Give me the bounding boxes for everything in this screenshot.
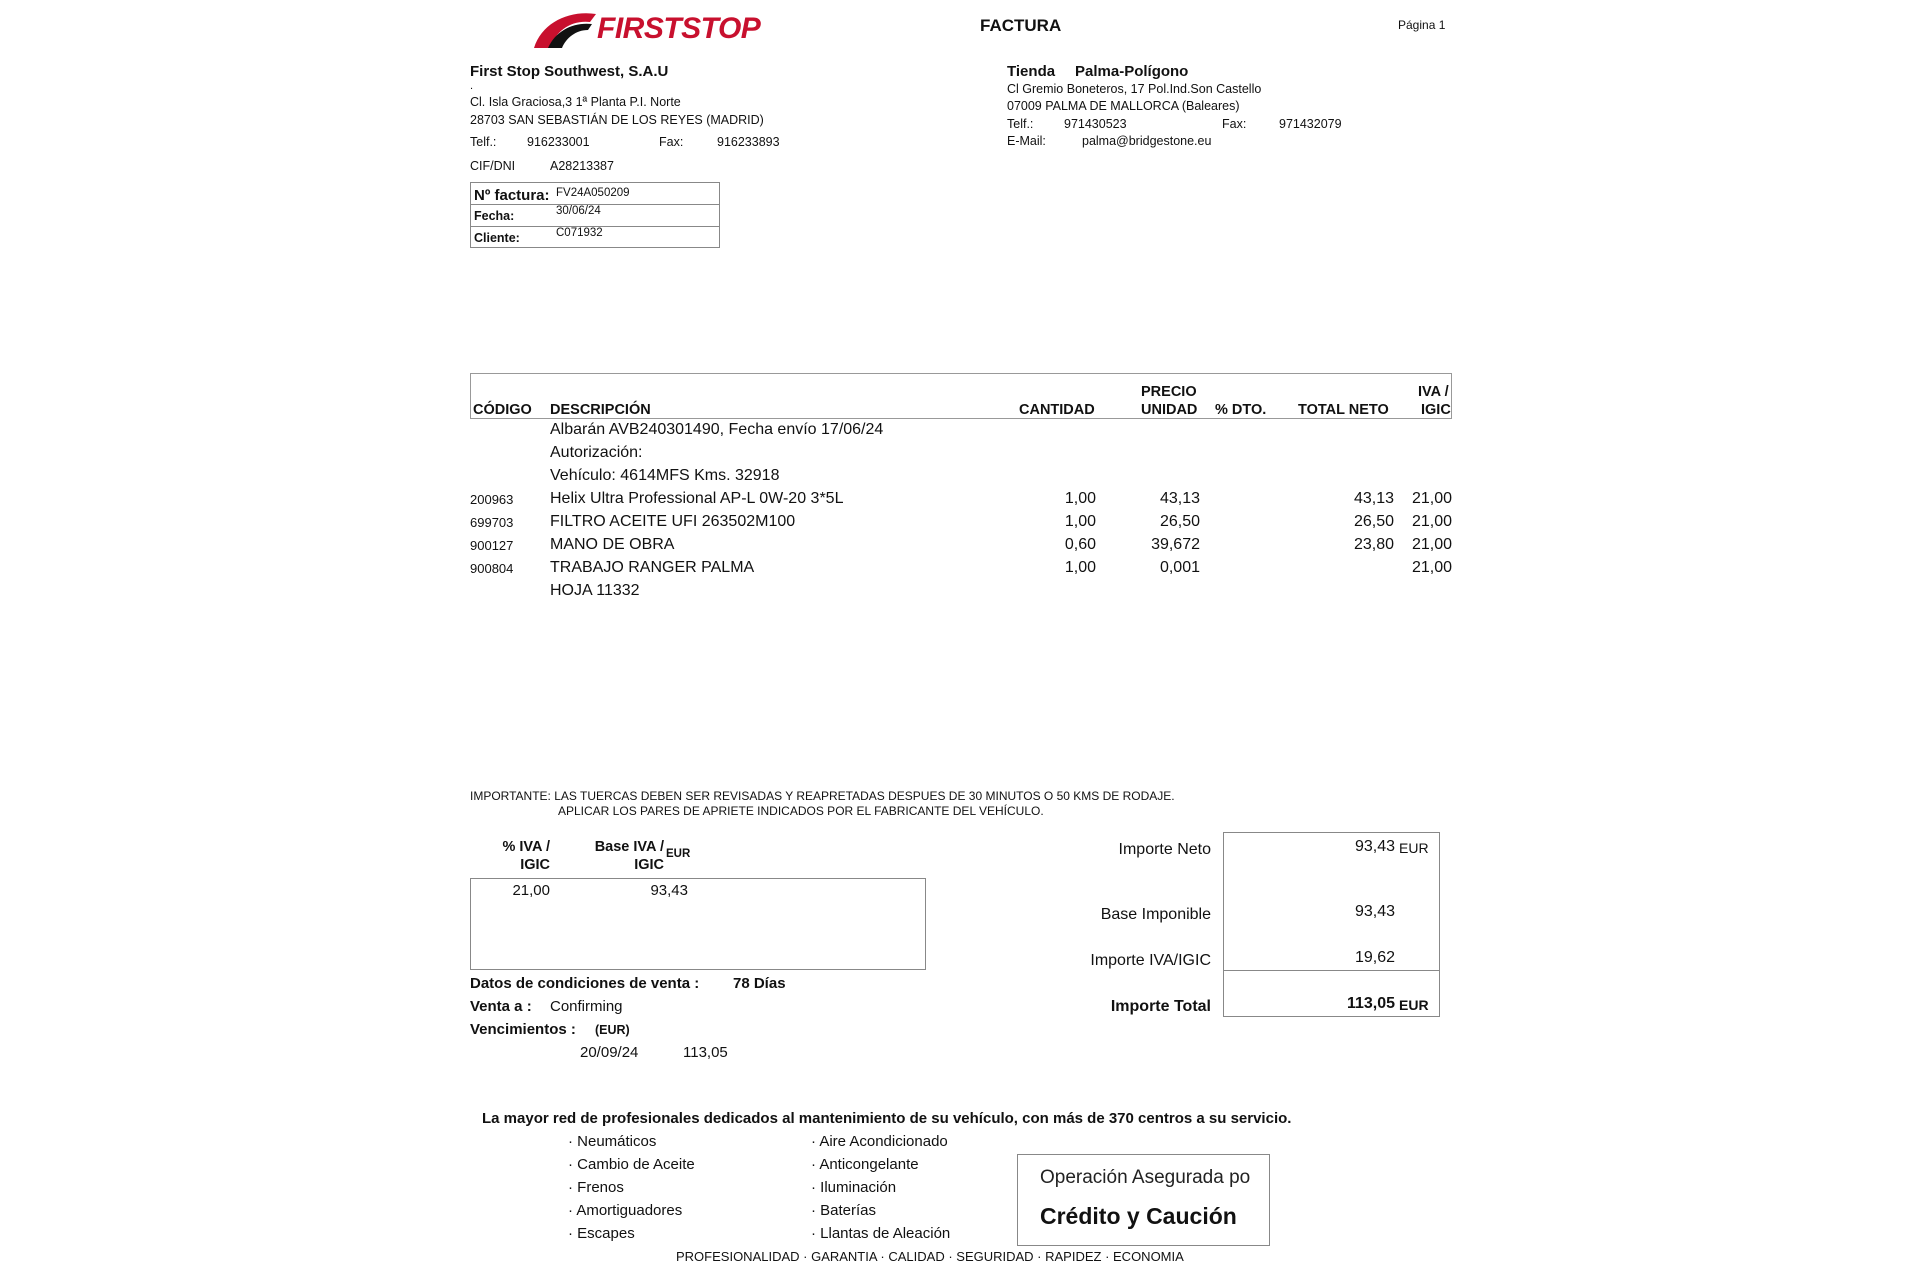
company-address-1: Cl. Isla Graciosa,3 1ª Planta P.I. Norte bbox=[470, 95, 681, 109]
table-row bbox=[0, 490, 1920, 513]
row-quantity: 0,60 bbox=[1064, 536, 1096, 553]
table-row bbox=[0, 582, 1920, 605]
row-code: 900804 bbox=[470, 561, 514, 576]
header-vat-1: IVA / bbox=[1418, 384, 1449, 400]
invoice-client: C071932 bbox=[556, 227, 603, 239]
company-name: First Stop Southwest, S.A.U bbox=[470, 63, 669, 80]
service-item: · Iluminación bbox=[811, 1179, 897, 1196]
logo-wordmark: FIRSTSTOP bbox=[597, 12, 761, 45]
header-discount: % DTO. bbox=[1215, 402, 1267, 418]
header-total: TOTAL NETO bbox=[1298, 402, 1389, 418]
insured-line-1: Operación Asegurada po bbox=[1040, 1167, 1251, 1188]
store-tel: 971430523 bbox=[1064, 117, 1127, 131]
total-amount: 113,05 bbox=[1346, 995, 1395, 1012]
table-row bbox=[0, 513, 1920, 536]
due-amount: 113,05 bbox=[683, 1044, 728, 1061]
invoice-client-label: Cliente: bbox=[474, 231, 520, 245]
store-address-1: Cl Gremio Boneteros, 17 Pol.Ind.Son Castello bbox=[1007, 82, 1262, 96]
header-quantity: CANTIDAD bbox=[1019, 402, 1095, 418]
row-code: 699703 bbox=[470, 515, 514, 530]
total-amount-label: Importe Total bbox=[1110, 998, 1211, 1015]
row-quantity: 1,00 bbox=[1064, 559, 1096, 576]
total-currency: EUR bbox=[1399, 997, 1429, 1013]
service-item: · Anticongelante bbox=[811, 1156, 919, 1173]
invoice-number-label: Nº factura: bbox=[474, 187, 550, 204]
row-description: FILTRO ACEITE UFI 263502M100 bbox=[550, 513, 796, 530]
company-tel-label: Telf.: bbox=[470, 135, 497, 149]
row-price: 26,50 bbox=[1159, 513, 1200, 530]
row-description: Autorización: bbox=[550, 444, 643, 461]
row-description: Vehículo: 4614MFS Kms. 32918 bbox=[550, 467, 780, 484]
company-cif-label: CIF/DNI bbox=[470, 159, 516, 173]
footer-tagline: La mayor red de profesionales dedicados al mantenimiento de su vehículo, con más de 370 centros a su servicio. bbox=[482, 1110, 1292, 1127]
items-table-header bbox=[470, 373, 1452, 419]
store-name: Palma-Polígono bbox=[1075, 63, 1189, 80]
taxable-base-label: Base Imponible bbox=[1100, 906, 1211, 923]
sale-to-label: Venta a : bbox=[470, 998, 532, 1015]
service-item: · Escapes bbox=[568, 1225, 635, 1242]
row-total: 26,50 bbox=[1353, 513, 1394, 530]
vat-base-unit: EUR bbox=[666, 848, 691, 860]
page-number: Página 1 bbox=[1398, 18, 1446, 32]
company-fax: 916233893 bbox=[717, 135, 780, 149]
vat-rate-value: 21,00 bbox=[512, 882, 550, 899]
document-title: FACTURA bbox=[980, 16, 1062, 35]
company-cif: A28213387 bbox=[550, 159, 614, 173]
store-fax-label: Fax: bbox=[1222, 117, 1247, 131]
row-description: MANO DE OBRA bbox=[550, 536, 675, 553]
row-price: 43,13 bbox=[1159, 490, 1200, 507]
table-row bbox=[0, 444, 1920, 467]
row-total: 23,80 bbox=[1353, 536, 1394, 553]
totals-box bbox=[1223, 832, 1440, 1017]
header-price-2: UNIDAD bbox=[1141, 402, 1198, 418]
service-item: · Neumáticos bbox=[568, 1133, 657, 1150]
totals-divider bbox=[1224, 970, 1439, 971]
header-price-1: PRECIO bbox=[1141, 384, 1197, 400]
service-item: · Aire Acondicionado bbox=[811, 1133, 948, 1150]
service-item: · Cambio de Aceite bbox=[568, 1156, 695, 1173]
row-vat: 21,00 bbox=[1411, 536, 1452, 553]
table-row bbox=[0, 467, 1920, 490]
vat-amount: 19,62 bbox=[1354, 949, 1395, 966]
invoice-meta-box bbox=[470, 182, 720, 248]
vat-amount-label: Importe IVA/IGIC bbox=[1090, 952, 1211, 969]
sale-conditions: 78 Días bbox=[733, 975, 786, 992]
vat-base-header-1: Base IVA / bbox=[594, 839, 664, 855]
store-email: palma@bridgestone.eu bbox=[1082, 134, 1212, 148]
row-quantity: 1,00 bbox=[1064, 490, 1096, 507]
header-vat-2: IGIC bbox=[1421, 402, 1451, 418]
row-description: Albarán AVB240301490, Fecha envío 17/06/24 bbox=[550, 421, 884, 438]
row-total: 43,13 bbox=[1353, 490, 1394, 507]
store-label: Tienda bbox=[1007, 63, 1056, 80]
service-item: · Frenos bbox=[568, 1179, 624, 1196]
service-item: · Amortiguadores bbox=[568, 1202, 683, 1219]
row-price: 39,672 bbox=[1151, 536, 1200, 553]
company-fax-label: Fax: bbox=[659, 135, 684, 149]
company-tel: 916233001 bbox=[527, 135, 590, 149]
row-price: 0,001 bbox=[1159, 559, 1200, 576]
vat-rate-header-1: % IVA / bbox=[502, 839, 550, 855]
row-vat: 21,00 bbox=[1411, 490, 1452, 507]
service-item: · Llantas de Aleación bbox=[811, 1225, 951, 1242]
row-description: TRABAJO RANGER PALMA bbox=[550, 559, 755, 576]
invoice-date: 30/06/24 bbox=[556, 205, 601, 217]
row-description: Helix Ultra Professional AP-L 0W-20 3*5L bbox=[550, 490, 844, 507]
table-row bbox=[0, 559, 1920, 582]
company-dot: . bbox=[470, 80, 474, 92]
vat-base-header-2: IGIC bbox=[634, 857, 664, 873]
header-description: DESCRIPCIÓN bbox=[550, 402, 651, 418]
row-description: HOJA 11332 bbox=[550, 582, 640, 599]
company-address-2: 28703 SAN SEBASTIÁN DE LOS REYES (MADRID) bbox=[470, 113, 764, 127]
store-address-2: 07009 PALMA DE MALLORCA (Baleares) bbox=[1007, 99, 1240, 113]
row-quantity: 1,00 bbox=[1064, 513, 1096, 530]
invoice-number: FV24A050209 bbox=[556, 187, 630, 199]
company-values: PROFESIONALIDAD · GARANTIA · CALIDAD · SEGURIDAD · RAPIDEZ · ECONOMIA bbox=[676, 1249, 1184, 1264]
header-code: CÓDIGO bbox=[473, 402, 532, 418]
taxable-base: 93,43 bbox=[1354, 903, 1395, 920]
due-unit: (EUR) bbox=[595, 1023, 630, 1037]
invoice-date-label: Fecha: bbox=[474, 209, 515, 223]
invoice-date-row bbox=[471, 205, 719, 227]
invoice-number-row bbox=[471, 183, 719, 205]
important-notice-line-2: APLICAR LOS PARES DE APRIETE INDICADOS POR EL FABRICANTE DEL VEHÍCULO. bbox=[558, 804, 1044, 818]
sale-to: Confirming bbox=[550, 998, 623, 1015]
store-fax: 971432079 bbox=[1279, 117, 1342, 131]
insured-operation-box bbox=[1017, 1154, 1270, 1246]
table-row bbox=[0, 421, 1920, 444]
store-email-label: E-Mail: bbox=[1007, 134, 1046, 148]
important-notice-line-1: IMPORTANTE: LAS TUERCAS DEBEN SER REVISADAS Y REAPRETADAS DESPUES DE 30 MINUTOS O 50 KMS DE RODAJE. bbox=[470, 789, 1175, 803]
net-amount-label: Importe Neto bbox=[1118, 841, 1211, 858]
table-row bbox=[0, 536, 1920, 559]
vat-rate-header-2: IGIC bbox=[520, 857, 550, 873]
net-currency: EUR bbox=[1399, 840, 1429, 856]
due-date: 20/09/24 bbox=[580, 1044, 639, 1061]
service-item: · Baterías bbox=[811, 1202, 877, 1219]
due-label: Vencimientos : bbox=[470, 1021, 576, 1038]
invoice-client-row bbox=[471, 227, 719, 247]
row-vat: 21,00 bbox=[1411, 559, 1452, 576]
sale-conditions-label: Datos de condiciones de venta : bbox=[470, 975, 700, 992]
row-code: 200963 bbox=[470, 492, 514, 507]
vat-base-value: 93,43 bbox=[650, 882, 688, 899]
insured-line-2: Crédito y Caución bbox=[1040, 1203, 1237, 1229]
store-tel-label: Telf.: bbox=[1007, 117, 1034, 131]
row-vat: 21,00 bbox=[1411, 513, 1452, 530]
net-amount: 93,43 bbox=[1354, 838, 1395, 855]
row-code: 900127 bbox=[470, 538, 514, 553]
